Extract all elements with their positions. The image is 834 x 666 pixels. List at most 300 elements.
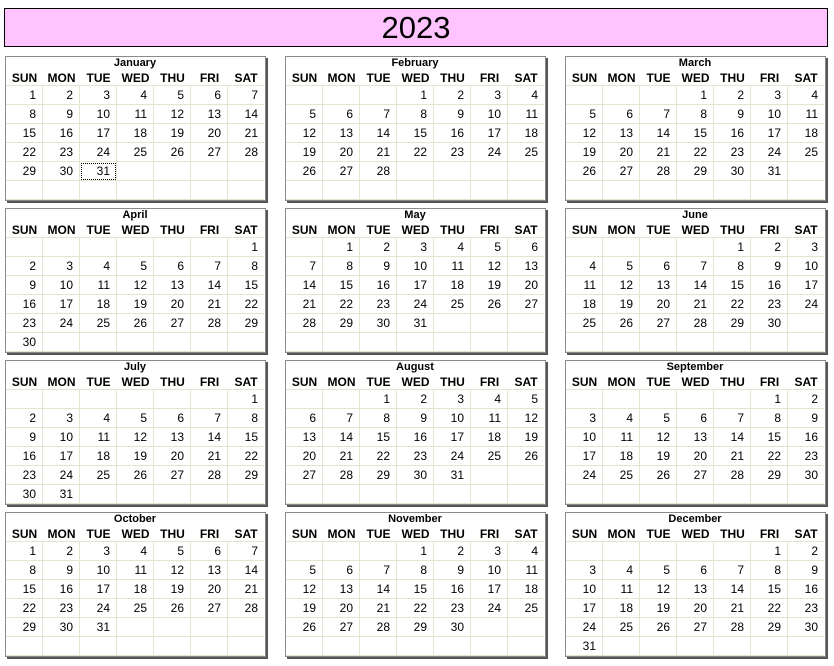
day-cell[interactable]: 19 [154,124,191,143]
day-cell[interactable]: 6 [508,238,544,257]
day-cell[interactable]: 9 [434,561,471,580]
day-cell[interactable]: 16 [6,295,43,314]
day-cell[interactable]: 5 [603,257,640,276]
day-cell[interactable]: 22 [323,295,360,314]
day-cell[interactable]: 30 [43,618,80,637]
day-cell[interactable]: 25 [788,143,824,162]
day-cell[interactable]: 30 [6,333,43,352]
day-cell[interactable]: 7 [714,561,751,580]
day-cell[interactable]: 19 [117,447,154,466]
day-cell[interactable]: 20 [323,599,360,618]
day-cell[interactable]: 15 [228,276,264,295]
day-cell[interactable]: 18 [80,447,117,466]
day-cell[interactable]: 21 [191,447,228,466]
day-cell[interactable]: 14 [323,428,360,447]
day-cell[interactable]: 5 [508,390,544,409]
day-cell[interactable]: 9 [43,105,80,124]
day-cell[interactable]: 21 [228,124,264,143]
day-cell[interactable]: 9 [434,105,471,124]
day-cell[interactable]: 8 [228,257,264,276]
day-cell[interactable]: 15 [360,428,397,447]
day-cell[interactable]: 29 [228,466,264,485]
day-cell[interactable]: 26 [154,143,191,162]
day-cell[interactable]: 18 [80,295,117,314]
day-cell[interactable]: 26 [471,295,508,314]
day-cell[interactable]: 20 [677,447,714,466]
day-cell[interactable]: 22 [397,599,434,618]
day-cell[interactable]: 10 [80,105,117,124]
day-cell[interactable]: 7 [323,409,360,428]
day-cell[interactable]: 26 [640,466,677,485]
day-cell[interactable]: 25 [80,466,117,485]
day-cell[interactable]: 20 [640,295,677,314]
day-cell[interactable]: 6 [154,257,191,276]
day-cell[interactable]: 4 [80,257,117,276]
day-cell[interactable]: 21 [286,295,323,314]
day-cell[interactable]: 13 [508,257,544,276]
day-cell[interactable]: 10 [43,428,80,447]
day-cell[interactable]: 12 [471,257,508,276]
day-cell[interactable]: 8 [323,257,360,276]
day-cell[interactable]: 31 [43,485,80,504]
day-cell[interactable]: 30 [397,466,434,485]
day-cell[interactable]: 13 [677,580,714,599]
day-cell[interactable]: 12 [117,428,154,447]
day-cell[interactable]: 12 [286,124,323,143]
day-cell[interactable]: 5 [154,86,191,105]
day-cell[interactable]: 6 [191,86,228,105]
day-cell[interactable]: 30 [751,314,788,333]
day-cell[interactable]: 27 [508,295,544,314]
day-cell[interactable]: 15 [228,428,264,447]
day-cell[interactable]: 29 [751,466,788,485]
day-cell[interactable]: 4 [788,86,824,105]
day-cell[interactable]: 11 [566,276,603,295]
day-cell[interactable]: 25 [508,143,544,162]
day-cell[interactable]: 26 [508,447,544,466]
day-cell[interactable]: 28 [323,466,360,485]
day-cell[interactable]: 15 [751,580,788,599]
day-cell[interactable]: 28 [228,599,264,618]
day-cell[interactable]: 28 [714,618,751,637]
day-cell[interactable]: 14 [640,124,677,143]
day-cell[interactable]: 26 [566,162,603,181]
day-cell[interactable]: 1 [677,86,714,105]
day-cell[interactable]: 1 [714,238,751,257]
day-cell[interactable]: 22 [228,447,264,466]
day-cell[interactable]: 6 [323,105,360,124]
day-cell[interactable]: 16 [43,124,80,143]
day-cell[interactable]: 29 [714,314,751,333]
day-cell[interactable]: 10 [43,276,80,295]
day-cell[interactable]: 1 [228,238,264,257]
day-cell[interactable]: 3 [434,390,471,409]
day-cell[interactable]: 23 [434,599,471,618]
day-cell[interactable]: 14 [191,276,228,295]
day-cell[interactable]: 8 [714,257,751,276]
day-cell[interactable]: 16 [788,580,824,599]
day-cell[interactable]: 12 [154,105,191,124]
day-cell[interactable]: 4 [80,409,117,428]
day-cell[interactable]: 10 [751,105,788,124]
day-cell[interactable]: 31 [434,466,471,485]
day-cell[interactable]: 21 [714,447,751,466]
day-cell[interactable]: 15 [6,580,43,599]
day-cell[interactable]: 31 [751,162,788,181]
day-cell[interactable]: 8 [397,105,434,124]
day-cell[interactable]: 20 [603,143,640,162]
day-cell[interactable]: 18 [471,428,508,447]
day-cell[interactable]: 8 [6,105,43,124]
day-cell[interactable]: 24 [434,447,471,466]
day-cell[interactable]: 29 [6,618,43,637]
day-cell[interactable]: 30 [6,485,43,504]
day-cell[interactable]: 24 [80,599,117,618]
day-cell[interactable]: 8 [360,409,397,428]
day-cell[interactable]: 14 [228,105,264,124]
day-cell[interactable]: 28 [360,618,397,637]
day-cell[interactable]: 5 [117,409,154,428]
day-cell[interactable]: 26 [117,466,154,485]
day-cell[interactable]: 9 [360,257,397,276]
day-cell[interactable]: 9 [6,428,43,447]
day-cell[interactable]: 25 [434,295,471,314]
day-cell[interactable]: 12 [508,409,544,428]
day-cell[interactable]: 5 [286,561,323,580]
day-cell[interactable]: 4 [566,257,603,276]
day-cell[interactable]: 4 [117,86,154,105]
day-cell[interactable]: 2 [43,86,80,105]
day-cell[interactable]: 23 [6,466,43,485]
day-cell[interactable]: 9 [788,409,824,428]
day-cell[interactable]: 5 [640,409,677,428]
day-cell[interactable]: 3 [43,257,80,276]
day-cell[interactable]: 19 [640,447,677,466]
day-cell[interactable]: 19 [471,276,508,295]
day-cell[interactable]: 20 [154,295,191,314]
day-cell[interactable]: 11 [80,428,117,447]
day-cell[interactable]: 9 [43,561,80,580]
day-cell[interactable]: 17 [397,276,434,295]
day-cell[interactable]: 28 [286,314,323,333]
day-cell[interactable]: 29 [228,314,264,333]
day-cell[interactable]: 17 [788,276,824,295]
day-cell[interactable]: 17 [471,580,508,599]
day-cell[interactable]: 3 [788,238,824,257]
day-cell[interactable]: 17 [434,428,471,447]
day-cell[interactable]: 18 [603,599,640,618]
day-cell[interactable]: 11 [603,428,640,447]
day-cell[interactable]: 22 [751,599,788,618]
day-cell[interactable]: 18 [508,580,544,599]
day-cell[interactable]: 27 [323,618,360,637]
day-cell[interactable]: 26 [286,618,323,637]
day-cell[interactable]: 14 [677,276,714,295]
day-cell[interactable]: 10 [566,580,603,599]
day-cell[interactable]: 31 [566,637,603,656]
day-cell[interactable]: 24 [471,599,508,618]
day-cell[interactable]: 6 [154,409,191,428]
day-cell[interactable]: 17 [751,124,788,143]
day-cell[interactable]: 24 [43,466,80,485]
day-cell[interactable]: 15 [751,428,788,447]
day-cell[interactable]: 15 [677,124,714,143]
day-cell[interactable]: 9 [6,276,43,295]
day-cell[interactable]: 30 [434,618,471,637]
day-cell[interactable]: 17 [80,580,117,599]
day-cell[interactable]: 7 [360,105,397,124]
day-cell[interactable]: 19 [286,599,323,618]
day-cell[interactable]: 2 [788,390,824,409]
day-cell[interactable]: 13 [323,124,360,143]
day-cell[interactable]: 27 [603,162,640,181]
day-cell[interactable]: 27 [286,466,323,485]
day-cell[interactable]: 4 [508,86,544,105]
day-cell[interactable]: 18 [788,124,824,143]
day-cell[interactable]: 29 [323,314,360,333]
day-cell[interactable]: 6 [603,105,640,124]
day-cell[interactable]: 29 [751,618,788,637]
day-cell[interactable]: 14 [360,580,397,599]
day-cell[interactable]: 18 [603,447,640,466]
day-cell[interactable]: 2 [6,257,43,276]
day-cell[interactable]: 7 [228,86,264,105]
day-cell[interactable]: 10 [80,561,117,580]
day-cell[interactable]: 25 [566,314,603,333]
day-cell[interactable]: 11 [117,561,154,580]
day-cell[interactable]: 17 [566,447,603,466]
day-cell[interactable]: 2 [714,86,751,105]
day-cell[interactable]: 10 [471,105,508,124]
day-cell[interactable]: 9 [788,561,824,580]
day-cell[interactable]: 13 [640,276,677,295]
day-cell[interactable]: 3 [397,238,434,257]
day-cell[interactable]: 16 [714,124,751,143]
day-cell[interactable]: 25 [603,618,640,637]
day-cell[interactable]: 2 [434,86,471,105]
day-cell[interactable]: 21 [228,580,264,599]
day-cell[interactable]: 14 [191,428,228,447]
day-cell[interactable]: 7 [714,409,751,428]
day-cell[interactable]: 4 [471,390,508,409]
day-cell[interactable]: 20 [154,447,191,466]
day-cell[interactable]: 25 [471,447,508,466]
day-cell[interactable]: 21 [677,295,714,314]
day-cell[interactable]: 12 [286,580,323,599]
day-cell[interactable]: 6 [677,561,714,580]
day-cell[interactable]: 20 [323,143,360,162]
day-cell[interactable]: 21 [640,143,677,162]
day-cell[interactable]: 16 [360,276,397,295]
day-cell[interactable]: 17 [80,124,117,143]
day-cell[interactable]: 21 [360,599,397,618]
day-cell[interactable]: 7 [677,257,714,276]
day-cell[interactable]: 24 [566,466,603,485]
day-cell[interactable]: 23 [43,599,80,618]
day-cell[interactable]: 24 [751,143,788,162]
day-cell[interactable]: 24 [397,295,434,314]
day-cell[interactable]: 22 [6,599,43,618]
day-cell[interactable]: 20 [191,124,228,143]
day-cell[interactable]: 12 [640,580,677,599]
day-cell[interactable]: 23 [397,447,434,466]
day-cell[interactable]: 22 [397,143,434,162]
day-cell[interactable]: 19 [640,599,677,618]
day-cell[interactable]: 19 [117,295,154,314]
day-cell[interactable]: 2 [788,542,824,561]
day-cell[interactable]: 16 [434,580,471,599]
day-cell[interactable]: 25 [603,466,640,485]
day-cell[interactable]: 16 [434,124,471,143]
day-cell[interactable]: 14 [286,276,323,295]
day-cell[interactable]: 27 [677,618,714,637]
day-cell[interactable]: 23 [714,143,751,162]
day-cell[interactable]: 9 [714,105,751,124]
day-cell[interactable]: 25 [117,599,154,618]
day-cell[interactable]: 4 [603,561,640,580]
day-cell[interactable]: 2 [360,238,397,257]
day-cell[interactable]: 8 [6,561,43,580]
day-cell[interactable]: 9 [751,257,788,276]
day-cell[interactable]: 5 [154,542,191,561]
day-cell[interactable]: 12 [154,561,191,580]
day-cell[interactable]: 4 [603,409,640,428]
day-cell[interactable]: 24 [788,295,824,314]
day-cell[interactable]: 11 [603,580,640,599]
day-cell[interactable]: 10 [788,257,824,276]
day-cell[interactable]: 1 [323,238,360,257]
day-cell[interactable]: 3 [80,86,117,105]
day-cell[interactable]: 28 [191,466,228,485]
day-cell[interactable]: 30 [788,466,824,485]
day-cell[interactable]: 3 [471,542,508,561]
day-cell[interactable]: 25 [117,143,154,162]
day-cell[interactable]: 6 [677,409,714,428]
day-cell[interactable]: 6 [191,542,228,561]
day-cell[interactable]: 28 [640,162,677,181]
day-cell[interactable]: 22 [228,295,264,314]
day-cell[interactable]: 1 [6,542,43,561]
day-cell[interactable]: 16 [43,580,80,599]
day-cell[interactable]: 6 [640,257,677,276]
day-cell[interactable]: 26 [640,618,677,637]
day-cell[interactable]: 4 [117,542,154,561]
day-cell[interactable]: 23 [751,295,788,314]
day-cell[interactable]: 12 [603,276,640,295]
day-cell[interactable]: 20 [286,447,323,466]
day-cell[interactable]: 26 [117,314,154,333]
day-cell[interactable]: 29 [397,618,434,637]
day-cell[interactable]: 31 [80,162,117,181]
day-cell[interactable]: 21 [191,295,228,314]
day-cell[interactable]: 7 [640,105,677,124]
day-cell[interactable]: 2 [43,542,80,561]
day-cell[interactable]: 3 [471,86,508,105]
day-cell[interactable]: 15 [397,580,434,599]
day-cell[interactable]: 10 [434,409,471,428]
day-cell[interactable]: 11 [117,105,154,124]
day-cell[interactable]: 8 [751,409,788,428]
day-cell[interactable]: 30 [43,162,80,181]
day-cell[interactable]: 11 [508,105,544,124]
day-cell[interactable]: 27 [191,599,228,618]
day-cell[interactable]: 25 [80,314,117,333]
day-cell[interactable]: 24 [566,618,603,637]
day-cell[interactable]: 3 [43,409,80,428]
day-cell[interactable]: 11 [80,276,117,295]
day-cell[interactable]: 3 [566,561,603,580]
day-cell[interactable]: 2 [6,409,43,428]
day-cell[interactable]: 28 [714,466,751,485]
day-cell[interactable]: 3 [80,542,117,561]
day-cell[interactable]: 26 [603,314,640,333]
day-cell[interactable]: 8 [677,105,714,124]
day-cell[interactable]: 22 [714,295,751,314]
day-cell[interactable]: 27 [154,466,191,485]
day-cell[interactable]: 6 [323,561,360,580]
day-cell[interactable]: 19 [566,143,603,162]
day-cell[interactable]: 13 [677,428,714,447]
day-cell[interactable]: 3 [566,409,603,428]
day-cell[interactable]: 27 [640,314,677,333]
day-cell[interactable]: 30 [788,618,824,637]
day-cell[interactable]: 21 [323,447,360,466]
day-cell[interactable]: 19 [286,143,323,162]
day-cell[interactable]: 1 [397,86,434,105]
day-cell[interactable]: 16 [751,276,788,295]
day-cell[interactable]: 14 [360,124,397,143]
day-cell[interactable]: 22 [751,447,788,466]
day-cell[interactable]: 18 [566,295,603,314]
day-cell[interactable]: 16 [6,447,43,466]
day-cell[interactable]: 7 [286,257,323,276]
day-cell[interactable]: 26 [154,599,191,618]
day-cell[interactable]: 13 [191,561,228,580]
day-cell[interactable]: 13 [286,428,323,447]
day-cell[interactable]: 20 [191,580,228,599]
day-cell[interactable]: 11 [508,561,544,580]
day-cell[interactable]: 12 [566,124,603,143]
day-cell[interactable]: 24 [80,143,117,162]
day-cell[interactable]: 30 [714,162,751,181]
day-cell[interactable]: 1 [397,542,434,561]
day-cell[interactable]: 1 [360,390,397,409]
day-cell[interactable]: 5 [286,105,323,124]
day-cell[interactable]: 4 [434,238,471,257]
day-cell[interactable]: 28 [191,314,228,333]
day-cell[interactable]: 23 [788,599,824,618]
day-cell[interactable]: 20 [677,599,714,618]
day-cell[interactable]: 7 [360,561,397,580]
day-cell[interactable]: 30 [360,314,397,333]
day-cell[interactable]: 2 [434,542,471,561]
day-cell[interactable]: 8 [751,561,788,580]
day-cell[interactable]: 11 [434,257,471,276]
day-cell[interactable]: 27 [154,314,191,333]
day-cell[interactable]: 23 [6,314,43,333]
day-cell[interactable]: 1 [6,86,43,105]
day-cell[interactable]: 22 [677,143,714,162]
day-cell[interactable]: 18 [117,124,154,143]
day-cell[interactable]: 10 [397,257,434,276]
day-cell[interactable]: 7 [191,409,228,428]
day-cell[interactable]: 8 [397,561,434,580]
day-cell[interactable]: 19 [508,428,544,447]
day-cell[interactable]: 29 [360,466,397,485]
day-cell[interactable]: 3 [751,86,788,105]
day-cell[interactable]: 15 [323,276,360,295]
day-cell[interactable]: 6 [286,409,323,428]
